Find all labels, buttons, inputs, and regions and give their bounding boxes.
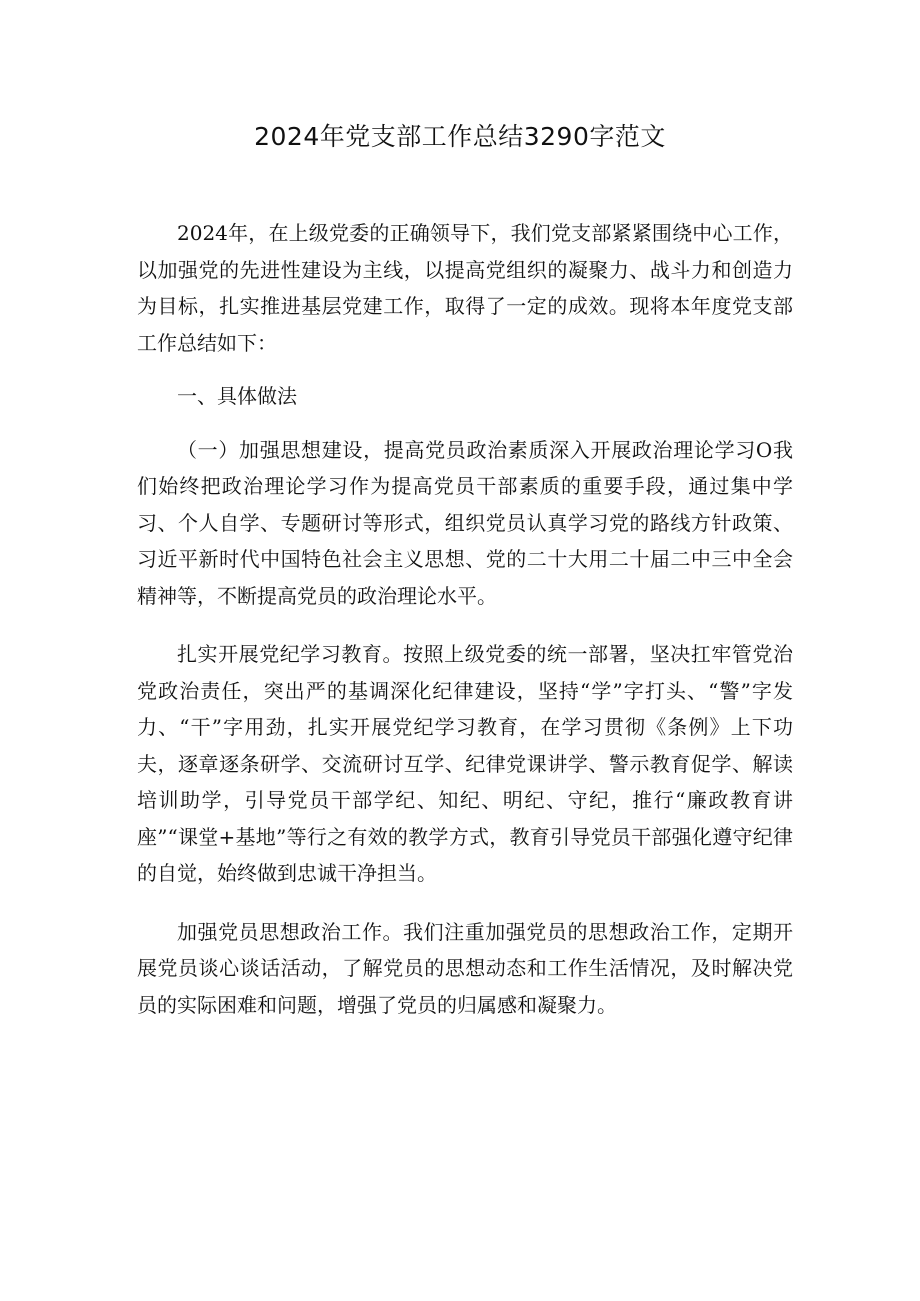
paragraph-discipline-education: 扎实开展党纪学习教育。按照上级党委的统一部署，坚决扛牢管党治党政治责任，突出严的基调深化纪律建设，坚持“学”字打头、“警”字发力、“干”字用劲，扎实开展党纪学习教育，在学习贯彻《条例》上下功夫，逐章逐条研学、交流研讨互学、纪律党课讲学、警示教育促学、解读培训助学，引导党员干部学纪、知纪、明纪、守纪，推行“廉政教育讲座”“课堂+基地”等行之有效的教学方式，教育引导党员干部强化遵守纪律的自觉，始终做到忠诚干净担当。 — [137, 642, 793, 885]
document-body — [137, 215, 793, 1023]
section-heading-practices: 一、具体做法 — [177, 384, 297, 408]
paragraph-ideological-building: （一）加强思想建设，提高党员政治素质深入开展政治理论学习O我们始终把政治理论学习作为提高党员干部素质的重要手段，通过集中学习、个人自学、专题研讨等形式，组织党员认真学习党的路线方针政策、习近平新时代中国特色社会主义思想、党的二十大用二十届二中三中全会精神等，不断提高党员的政治理论水平。 — [137, 437, 793, 608]
paragraph-intro: 2024年，在上级党委的正确领导下，我们党支部紧紧围绕中心工作，以加强党的先进性建设为主线，以提高党组织的凝聚力、战斗力和创造力为目标，扎实推进基层党建工作，取得了一定的成效。现将本年度党支部工作总结如下： — [137, 221, 793, 355]
document-title: 2024年党支部工作总结3290字范文 — [254, 122, 666, 151]
paragraph-political-work: 加强党员思想政治工作。我们注重加强党员的思想政治工作，定期开展党员谈心谈话活动，了解党员的思想动态和工作生活情况，及时解决党员的实际困难和问题，增强了党员的归属感和凝聚力。 — [137, 919, 793, 1017]
